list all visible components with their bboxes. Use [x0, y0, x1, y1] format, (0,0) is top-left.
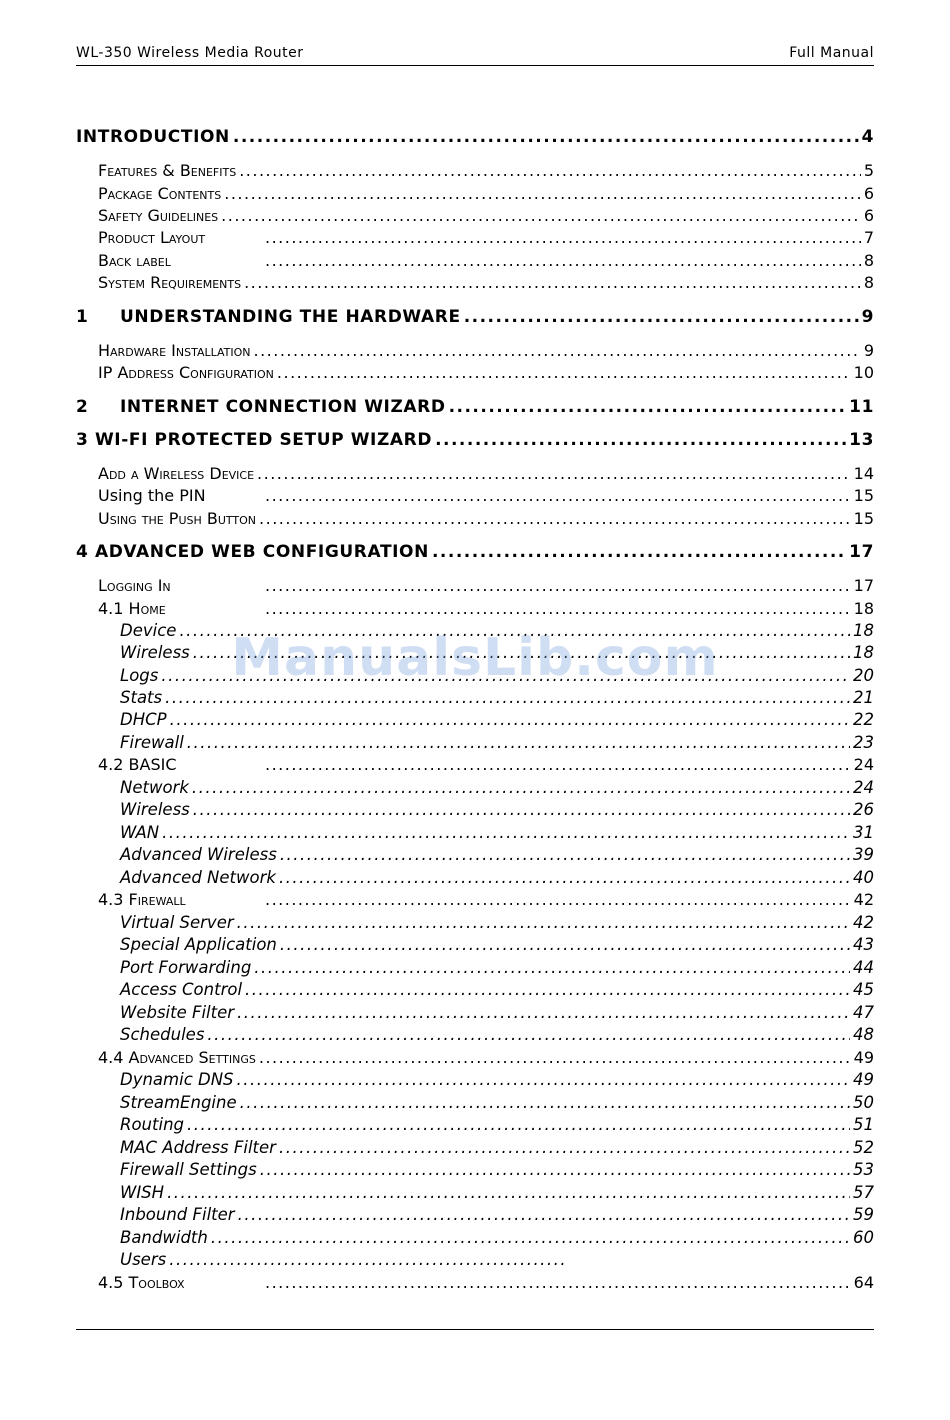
toc-entry-label: Advanced Wireless [120, 845, 277, 864]
toc-page-number: 17 [849, 542, 874, 562]
toc-entry-title [76, 308, 461, 326]
toc-page-number: 48 [853, 1025, 874, 1044]
toc-page-number: 44 [853, 958, 874, 977]
toc-page-number: 9 [861, 307, 874, 327]
toc-entry-label: Safety Guidelines [98, 206, 219, 225]
toc-entry[interactable] [76, 1157, 874, 1179]
toc-page-number: 15 [853, 486, 874, 505]
toc-page-number: 45 [853, 980, 874, 999]
toc-entry-number: 1 [76, 307, 89, 327]
toc-entry[interactable] [76, 483, 874, 505]
toc-entry[interactable] [76, 539, 874, 561]
toc-entry-label: UNDERSTANDING THE HARDWARE [120, 307, 461, 327]
dot-leader [449, 398, 847, 416]
dot-leader [265, 229, 861, 247]
toc-entry[interactable] [76, 1022, 874, 1044]
dot-leader [265, 252, 861, 270]
toc-page-number: 18 [853, 643, 874, 662]
dot-leader [240, 1094, 850, 1112]
header-title: WL-350 Wireless Media Router [76, 45, 304, 61]
toc-entry[interactable] [76, 1000, 874, 1022]
dot-leader [265, 600, 851, 618]
toc-entry-label: Port Forwarding [120, 958, 252, 977]
toc-entry[interactable] [76, 910, 874, 932]
toc-page-number: 24 [853, 755, 874, 774]
toc-page-number: 49 [853, 1070, 874, 1089]
toc-entry[interactable] [76, 932, 874, 954]
toc-page-number: 64 [853, 1273, 874, 1292]
toc-entry[interactable] [76, 248, 874, 270]
toc-entry-label: Network [120, 778, 189, 797]
toc-entry-label: Hardware Installation [98, 341, 251, 360]
toc-page-number: 15 [853, 509, 874, 528]
toc-entry-label: StreamEngine [120, 1093, 237, 1112]
dot-leader [193, 801, 850, 819]
toc-page-number: 39 [853, 845, 874, 864]
toc-entry[interactable] [76, 1225, 874, 1247]
toc-entry[interactable] [76, 730, 874, 752]
toc-page-number: 9 [863, 341, 874, 360]
toc-entry-label: 4.2 BASIC [98, 755, 177, 774]
toc-entry-label: WAN [120, 823, 160, 842]
toc-entry-label: Using the PIN [98, 486, 206, 505]
toc-entry-label: Wireless [120, 643, 190, 662]
toc-entry-label: Logging In [98, 576, 171, 595]
toc-entry[interactable] [76, 977, 874, 999]
toc-entry[interactable] [76, 1135, 874, 1157]
toc-page-number: 6 [863, 206, 874, 225]
toc-entry-label: Routing [120, 1115, 185, 1134]
toc-page-number: 8 [863, 251, 874, 270]
toc-entry-label: Back label [98, 251, 171, 270]
toc-entry-label: Wireless [120, 800, 190, 819]
toc-entry[interactable] [76, 270, 874, 292]
dot-leader [435, 431, 846, 449]
toc-entry[interactable] [76, 1090, 874, 1112]
toc-page-number: 43 [853, 935, 874, 954]
toc-entry-label: Advanced Network [120, 868, 276, 887]
toc-entry[interactable] [76, 955, 874, 977]
dot-leader [265, 1274, 851, 1292]
toc-entry-label: INTERNET CONNECTION WIZARD [120, 397, 446, 417]
toc-entry-title [76, 398, 446, 416]
toc-entry[interactable] [76, 752, 874, 774]
toc-entry[interactable] [76, 707, 874, 729]
toc-entry[interactable] [76, 1202, 874, 1224]
toc-entry[interactable] [76, 1067, 874, 1089]
toc-page-number: 6 [863, 184, 874, 203]
dot-leader [207, 1026, 850, 1044]
dot-leader [211, 1229, 850, 1247]
dot-leader [238, 1206, 850, 1224]
dot-leader [237, 1071, 850, 1089]
dot-leader [192, 779, 850, 797]
toc-page-number: 20 [853, 666, 874, 685]
dot-leader [233, 128, 859, 146]
toc-entry[interactable] [76, 360, 874, 382]
toc-entry[interactable] [76, 124, 874, 146]
toc-page-number: 42 [853, 890, 874, 909]
dot-leader [170, 711, 850, 729]
header-manual-label: Full Manual [789, 45, 874, 61]
toc-entry-label: Firewall [120, 733, 184, 752]
page-header [76, 44, 874, 66]
toc-entry-label: 4.1 Home [98, 599, 166, 618]
dot-leader [187, 1116, 850, 1134]
toc-entry-label: 3 WI-FI PROTECTED SETUP WIZARD [76, 430, 433, 450]
dot-leader [161, 667, 850, 685]
toc-entry[interactable] [76, 338, 874, 360]
toc-entry[interactable] [76, 1180, 874, 1202]
toc-entry[interactable] [76, 1045, 874, 1067]
toc-page-number: 40 [853, 868, 874, 887]
dot-leader [162, 824, 850, 842]
toc-page-number: 14 [853, 464, 874, 483]
dot-leader [257, 465, 851, 483]
toc-page-number: 57 [853, 1183, 874, 1202]
dot-leader [167, 1184, 850, 1202]
toc-entry-label: WISH [120, 1183, 165, 1202]
toc-page-number: 24 [853, 778, 874, 797]
toc-entry[interactable] [76, 842, 874, 864]
toc-entry-label: Features & Benefits [98, 161, 237, 180]
dot-leader [254, 342, 861, 360]
toc-page-number: 59 [853, 1205, 874, 1224]
toc-page-number: 13 [849, 430, 874, 450]
toc-entry-label: Firewall Settings [120, 1160, 257, 1179]
dot-leader [239, 162, 861, 180]
toc-page-number: 17 [853, 576, 874, 595]
toc-entry-label: Users [120, 1250, 167, 1269]
dot-leader [254, 959, 850, 977]
toc-page-number: 53 [853, 1160, 874, 1179]
dot-leader [224, 185, 861, 203]
toc-entry-label: Bandwidth [120, 1228, 208, 1247]
toc-entry[interactable] [76, 461, 874, 483]
toc-entry-label: Dynamic DNS [120, 1070, 234, 1089]
toc-page-number: 49 [853, 1048, 874, 1067]
toc-entry[interactable] [76, 820, 874, 842]
dot-leader [279, 1139, 850, 1157]
toc-entry[interactable] [76, 506, 874, 528]
dot-leader [237, 914, 850, 932]
toc-page-number: 7 [863, 228, 874, 247]
toc-entry[interactable] [76, 775, 874, 797]
toc-entry-label: Special Application [120, 935, 277, 954]
footer-divider [76, 1329, 874, 1330]
toc-page-number: 10 [853, 363, 874, 382]
toc-entry-label: System Requirements [98, 273, 242, 292]
dot-leader [245, 981, 850, 999]
toc-entry[interactable] [76, 1247, 874, 1269]
toc-page-number: 52 [853, 1138, 874, 1157]
toc-entry-label: DHCP [120, 710, 167, 729]
toc-entry[interactable] [76, 663, 874, 685]
toc-page-number: 4 [861, 127, 874, 147]
toc-page-number: 18 [853, 621, 874, 640]
toc-entry[interactable] [76, 865, 874, 887]
dot-leader [265, 756, 851, 774]
toc-entry-label: INTRODUCTION [76, 127, 230, 147]
dot-leader [277, 364, 851, 382]
dot-leader [187, 734, 850, 752]
toc-entry[interactable] [76, 427, 874, 449]
toc-entry-label: Inbound Filter [120, 1205, 235, 1224]
toc-entry-label: Device [120, 621, 177, 640]
toc-entry-label: IP Address Configuration [98, 363, 274, 382]
toc-entry[interactable] [76, 797, 874, 819]
toc-page-number: 11 [849, 397, 874, 417]
toc-entry[interactable] [76, 1270, 874, 1292]
toc-entry-label: Logs [120, 666, 159, 685]
toc-page-number: 42 [853, 913, 874, 932]
toc-entry[interactable] [76, 887, 874, 909]
toc-page-number: 31 [853, 823, 874, 842]
dot-leader [280, 846, 850, 864]
dot-leader [265, 891, 851, 909]
dot-leader [265, 487, 851, 505]
toc-page-number: 23 [853, 733, 874, 752]
toc-entry-label: Virtual Server [120, 913, 234, 932]
toc-entry[interactable] [76, 181, 874, 203]
toc-page-number: 47 [853, 1003, 874, 1022]
toc-entry[interactable] [76, 596, 874, 618]
toc-entry[interactable] [76, 640, 874, 662]
toc-entry-label: Package Contents [98, 184, 222, 203]
toc-entry[interactable] [76, 304, 874, 326]
dot-leader [260, 1161, 850, 1179]
toc-entry[interactable] [76, 1112, 874, 1134]
toc-entry-label: Access Control [120, 980, 243, 999]
toc-entry-label: MAC Address Filter [120, 1138, 276, 1157]
toc-entry-label: Stats [120, 688, 163, 707]
toc-entry[interactable] [76, 618, 874, 640]
toc-entry-label: 4.5 Toolbox [98, 1273, 185, 1292]
dot-leader [193, 644, 850, 662]
toc-entry[interactable] [76, 158, 874, 180]
toc-page-number: 21 [853, 688, 874, 707]
dot-leader [169, 1251, 564, 1269]
toc-entry-label: Using the Push Button [98, 509, 257, 528]
toc-entry[interactable] [76, 685, 874, 707]
toc-entry[interactable] [76, 573, 874, 595]
toc-page-number: 50 [853, 1093, 874, 1112]
toc-page-number: 22 [853, 710, 874, 729]
dot-leader [179, 622, 850, 640]
toc-entry[interactable] [76, 203, 874, 225]
dot-leader [165, 689, 850, 707]
dot-leader [237, 1004, 850, 1022]
dot-leader [265, 577, 851, 595]
toc-entry-label: Website Filter [120, 1003, 235, 1022]
toc-page-number: 51 [853, 1115, 874, 1134]
toc-entry-label: 4.4 Advanced Settings [98, 1048, 256, 1067]
toc-page-number: 60 [853, 1228, 874, 1247]
dot-leader [432, 543, 846, 561]
toc-entry[interactable] [76, 225, 874, 247]
dot-leader [464, 308, 859, 326]
toc-entry-label: 4.3 Firewall [98, 890, 186, 909]
dot-leader [244, 274, 861, 292]
toc-page-number: 5 [863, 161, 874, 180]
toc-page-number: 8 [863, 273, 874, 292]
toc-entry-number: 2 [76, 397, 89, 417]
toc-entry-label: 4 ADVANCED WEB CONFIGURATION [76, 542, 429, 562]
toc-entry-label: Schedules [120, 1025, 205, 1044]
dot-leader [280, 936, 850, 954]
toc-entry-label: Product Layout [98, 228, 206, 247]
dot-leader [259, 510, 851, 528]
dot-leader [279, 869, 850, 887]
toc-page-number: 26 [853, 800, 874, 819]
dot-leader [259, 1049, 851, 1067]
toc-entry[interactable] [76, 394, 874, 416]
toc-entry-label: Add a Wireless Device [98, 464, 255, 483]
watermark: ManualsLib.com [231, 628, 719, 688]
dot-leader [221, 207, 861, 225]
toc-page-number: 18 [853, 599, 874, 618]
